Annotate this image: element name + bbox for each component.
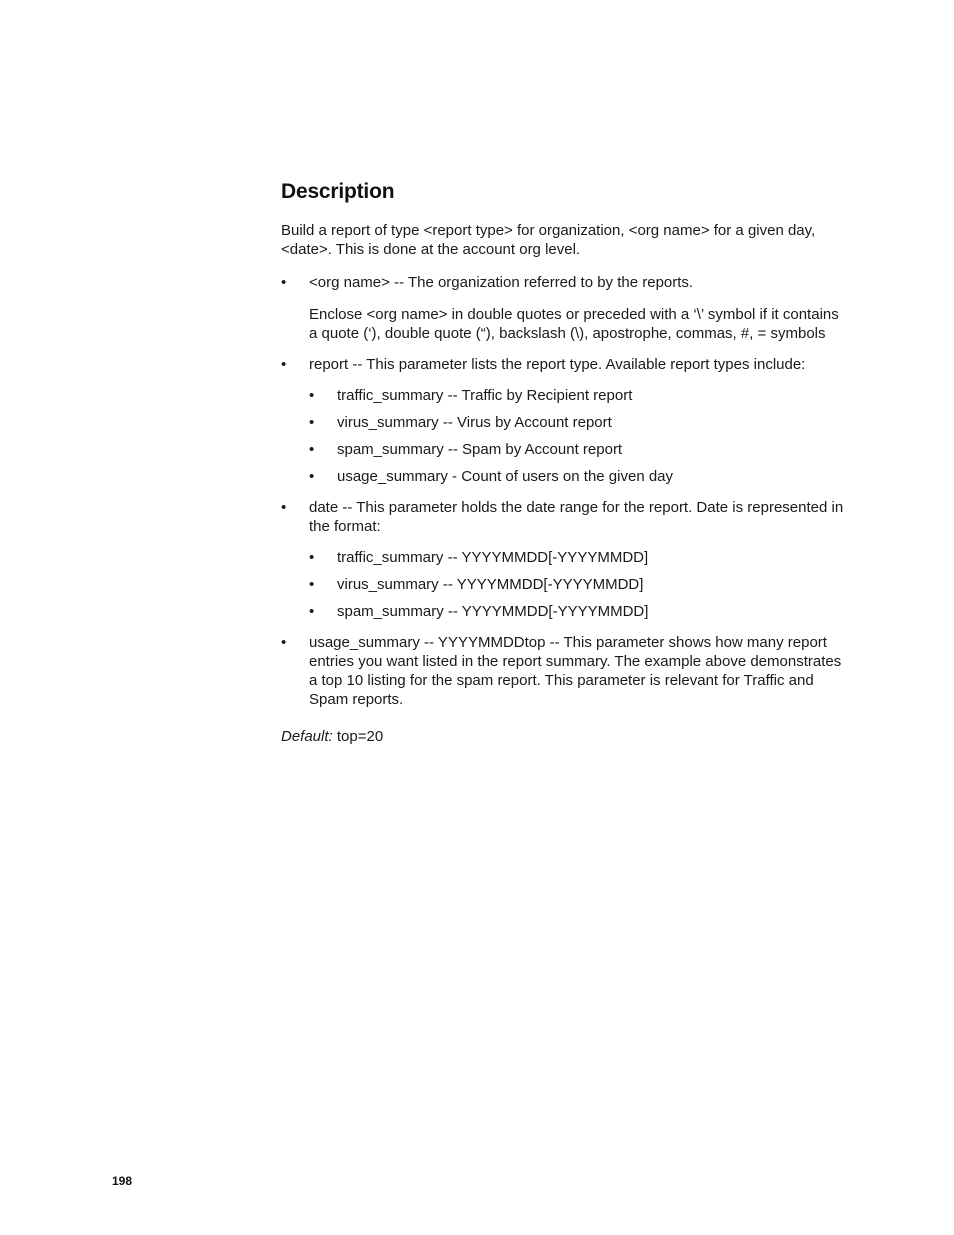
list-item xyxy=(309,575,846,594)
list-item xyxy=(309,548,846,567)
bullet-icon: • xyxy=(309,549,315,566)
report-types-list xyxy=(309,386,846,486)
list-item-text: usage_summary - Count of users on the given day xyxy=(337,468,674,485)
list-item-text: virus_summary -- Virus by Account report xyxy=(337,414,612,431)
bullet-icon: • xyxy=(309,441,315,458)
bullet-text: usage_summary -- YYYYMMDDtop -- This parameter shows how many report entries you want listed in the report summary. The example above demonstrates a top 10 listing for the spam report. This parameter is relevant for Traffic and Spam reports. xyxy=(309,634,842,708)
list-item-text: traffic_summary -- Traffic by Recipient report xyxy=(337,387,633,404)
bullet-report xyxy=(281,355,846,486)
default-value xyxy=(281,727,846,746)
list-item xyxy=(309,413,846,432)
default-text: top=20 xyxy=(332,728,384,745)
bullet-icon: • xyxy=(281,634,287,651)
bullet-icon: • xyxy=(309,576,315,593)
default-label: Default: xyxy=(281,728,333,745)
list-item xyxy=(309,440,846,459)
bullet-text: report -- This parameter lists the report type. Available report types include: xyxy=(309,356,806,373)
section-heading: Description xyxy=(281,180,395,203)
bullet-icon: • xyxy=(309,468,315,485)
bullet-usage xyxy=(281,633,846,709)
list-item xyxy=(309,467,846,486)
list-item-text: spam_summary -- YYYYMMDD[-YYYYMMDD] xyxy=(337,603,649,620)
page-number: 198 xyxy=(112,1174,133,1188)
bullet-icon: • xyxy=(309,603,315,620)
bullet-date xyxy=(281,498,846,621)
bullet-icon: • xyxy=(309,414,315,431)
intro-paragraph: Build a report of type <report type> for organization, <org name> for a given day, <date>. This is done at the account org level. xyxy=(281,222,816,258)
bullet-icon: • xyxy=(281,499,287,516)
list-item xyxy=(309,386,846,405)
document-body xyxy=(281,180,846,746)
list-item-text: virus_summary -- YYYYMMDD[-YYYYMMDD] xyxy=(337,576,644,593)
bullet-icon: • xyxy=(281,356,287,373)
bullet-text: <org name> -- The organization referred to by the reports. xyxy=(309,274,694,291)
bullet-icon: • xyxy=(309,387,315,404)
bullet-icon: • xyxy=(281,274,287,291)
bullet-org-name xyxy=(281,273,846,292)
org-name-note: Enclose <org name> in double quotes or preceded with a ‘\’ symbol if it contains a quote (‘), double quote (“), backslash (\), apostrophe, commas, #, = symbols xyxy=(309,306,839,342)
list-item-text: traffic_summary -- YYYYMMDD[-YYYYMMDD] xyxy=(337,549,649,566)
bullet-text: date -- This parameter holds the date range for the report. Date is represented in the format: xyxy=(309,499,844,535)
list-item xyxy=(309,602,846,621)
list-item-text: spam_summary -- Spam by Account report xyxy=(337,441,623,458)
date-formats-list xyxy=(309,548,846,621)
